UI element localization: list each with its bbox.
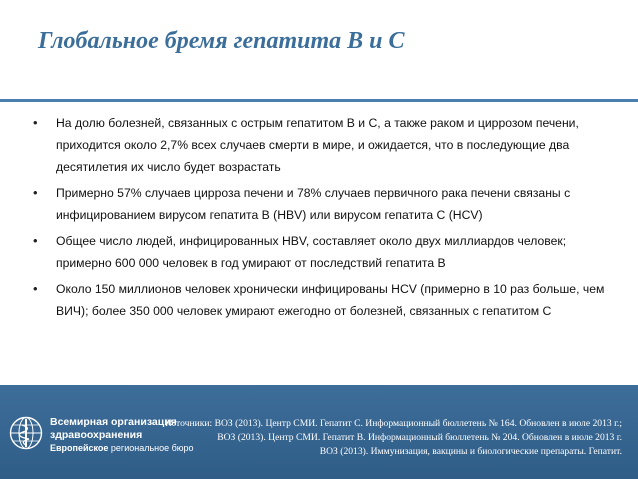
bullet-item: • На долю болезней, связанных с острым гепатитом В и С, а также раком и циррозом печени, приходится около 2,7% всех случаев смерти в мире, и ожидается, что в последующие два десятилетия их число будет возрастать — [30, 112, 620, 178]
source-line: Источники: ВОЗ (2013). Центр СМИ. Гепатит С. Информационный бюллетень № 164. Обновлен в июле 2013 г.; — [164, 418, 622, 429]
title-divider — [0, 99, 638, 102]
bullet-item: • Общее число людей, инфицированных HBV, составляет около двух миллиардов человек; примерно 600 000 человек в год умирают от последствий гепатита В — [30, 230, 620, 274]
source-line: ВОЗ (2013). Центр СМИ. Гепатит В. Информационный бюллетень № 204. Обновлен в июле 2013 г. — [217, 432, 622, 443]
who-region-rest: региональное бюро — [108, 443, 194, 453]
sources-block — [152, 417, 622, 459]
source-line: ВОЗ (2013). Иммунизация, вакцины и биологические препараты. Гепатит. — [319, 446, 622, 457]
bullet-item: • Примерно 57% случаев цирроза печени и 78% случаев первичного рака печени связаны с инфицированием вирусом гепатита В (HBV) или вирусом гепатита С (HCV) — [30, 182, 620, 226]
bullet-list — [30, 112, 620, 326]
slide-title: Глобальное бремя гепатита B и C — [38, 28, 405, 54]
who-org-name: Всемирная организация здравоохранения — [50, 416, 177, 441]
who-region-bold: Европейское — [50, 443, 109, 453]
bullet-item: • Около 150 миллионов человек хронически инфицированы HCV (примерно в 10 раз больше, чем ВИЧ); более 350 000 человек умирают ежегодно от болезней, связанных с гепатитом С — [30, 278, 620, 322]
footer-bar — [0, 385, 638, 479]
who-emblem-icon — [9, 416, 43, 450]
